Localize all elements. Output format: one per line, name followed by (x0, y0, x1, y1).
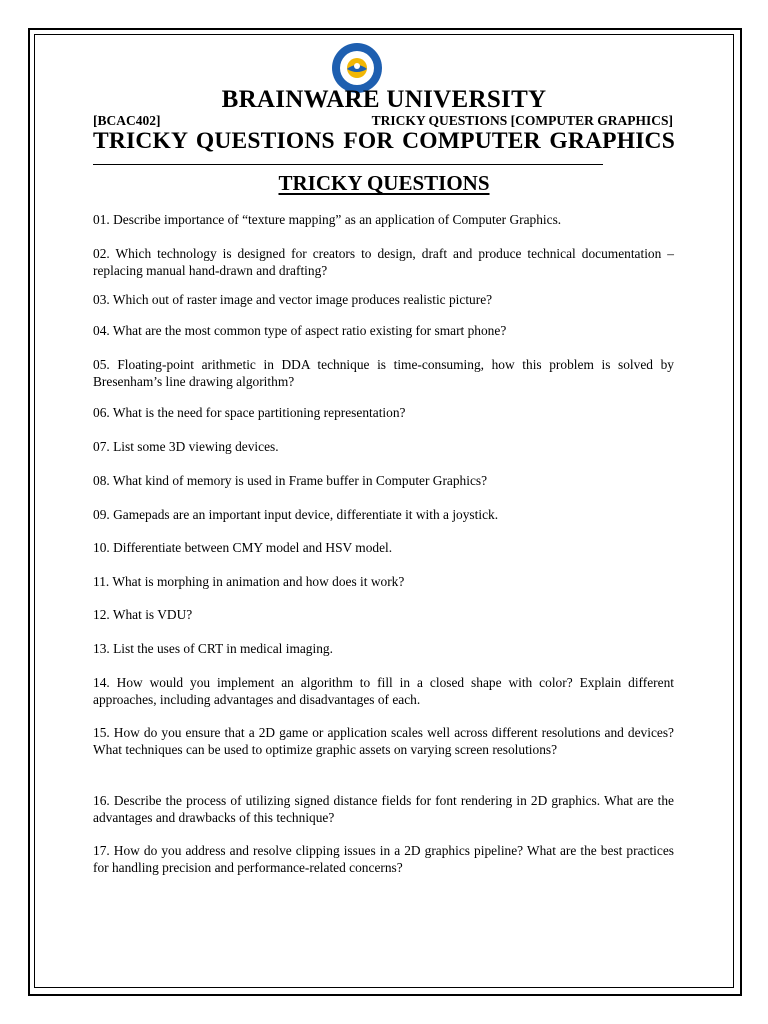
section-title: TRICKY QUESTIONS (278, 171, 490, 195)
question-item: 03. Which out of raster image and vector image produces realistic picture? (93, 292, 493, 307)
question-item: 13. List the uses of CRT in medical imaging. (93, 641, 333, 656)
question-item: 11. What is morphing in animation and how does it work? (93, 574, 405, 589)
question-item: 05. Floating-point arithmetic in DDA technique is time-consuming, how this problem is solved by Bresenham’s line drawing algorithm? (93, 357, 674, 389)
course-info-line (93, 113, 673, 129)
question-item: 04. What are the most common type of aspect ratio existing for smart phone? (93, 323, 507, 338)
question-item: 07. List some 3D viewing devices. (93, 439, 279, 454)
section-heading (0, 171, 768, 196)
question-item: 17. How do you address and resolve clipping issues in a 2D graphics pipeline? What are the best practices for handling precision and performance-related concerns? (93, 843, 674, 875)
question-item: 12. What is VDU? (93, 607, 193, 622)
university-name: BRAINWARE UNIVERSITY (221, 86, 547, 113)
question-item: 16. Describe the process of utilizing signed distance fields for font rendering in 2D graphics. What are the advantages and drawbacks of this technique? (93, 793, 674, 825)
course-code: [BCAC402] (93, 113, 161, 128)
question-item: 02. Which technology is designed for creators to design, draft and produce technical documentation – replacing manual hand-drawn and drafting? (93, 246, 674, 278)
question-item: 06. What is the need for space partitioning representation? (93, 405, 406, 420)
subject-tag: TRICKY QUESTIONS [COMPUTER GRAPHICS] (371, 113, 673, 128)
document-title: TRICKY QUESTIONS FOR COMPUTER GRAPHICS (93, 128, 675, 154)
title-divider (93, 164, 603, 165)
question-item: 15. How do you ensure that a 2D game or application scales well across different resolutions and devices? What techniques can be used to optimize graphic assets on varying screen resolutions? (93, 725, 674, 757)
question-item: 01. Describe importance of “texture mapping” as an application of Computer Graphics. (93, 212, 562, 227)
question-item: 10. Differentiate between CMY model and HSV model. (93, 540, 393, 555)
question-item: 09. Gamepads are an important input device, differentiate it with a joystick. (93, 507, 499, 522)
question-item: 14. How would you implement an algorithm to fill in a closed shape with color? Explain different approaches, including advantages and disadvantages of each. (93, 675, 674, 707)
question-item: 08. What kind of memory is used in Frame buffer in Computer Graphics? (93, 473, 488, 488)
